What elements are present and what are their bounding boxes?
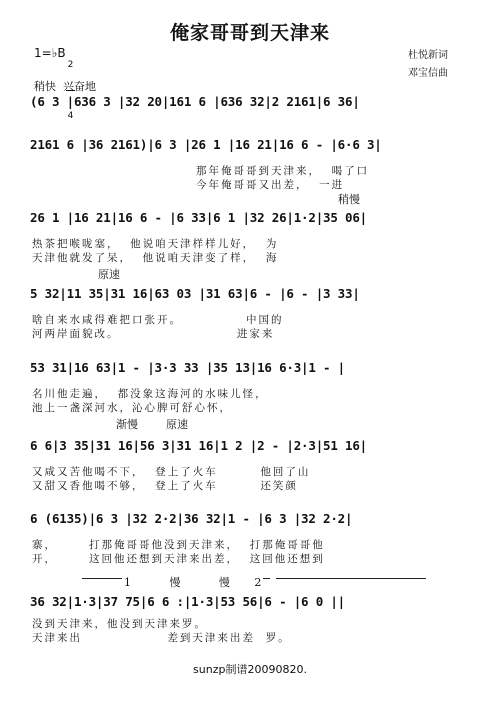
lyricist: 杜悦新词	[408, 50, 448, 61]
meter-top: 2	[67, 60, 74, 70]
lyric-line-5-verse-1: 名川他走遍， 都没象这海河的水味儿怪，	[32, 388, 268, 400]
expression-mark-4: 原速	[98, 268, 120, 281]
lyric-line-5-verse-2: 池上一盏深河水，沁心脾可舒心怀，	[32, 402, 232, 414]
lyric-line-3-verse-1: 热茶把喉咙塞， 他说咱天津样样儿好， 为	[32, 238, 279, 250]
page-title: 俺家哥哥到天津来	[169, 22, 330, 44]
composer: 邓宝信曲	[408, 68, 448, 79]
notation-line-2: 2161 6 |36 2161)|6 3 |26 1 |16 21|16 6 - |6·6 3|	[30, 137, 382, 152]
lyric-line-4-verse-1: 啥自来水咸得难把口张开。 中国的	[32, 314, 284, 326]
notation-line-3: 26 1 |16 21|16 6 - |6 33|6 1 |32 26|1·2|35 06|	[30, 210, 367, 225]
lyric-line-2-verse-2: 今年俺哥哥又出差， 一进	[196, 179, 345, 191]
notation-line-4: 5 32|11 35|31 16|63 03 |31 63|6 - |6 - |3 33|	[30, 286, 360, 301]
lyric-line-8-verse-1: 没到天津来，他没到天津来罗。	[32, 618, 207, 630]
expression-mark-6: 渐慢 原速	[116, 418, 188, 431]
lyric-line-3-verse-2: 天津他就发了呆， 他说咱天津变了样， 海	[32, 252, 279, 264]
lyric-line-8-verse-2: 天津来出 差到天津来出差 罗。	[32, 632, 291, 644]
notation-line-7: 6 (6135)|6 3 |32 2·2|36 32|1 - |6 3 |32 2·2|	[30, 511, 353, 526]
key-signature: 1=♭B	[34, 46, 66, 60]
lyric-line-7-verse-1: 寨， 打那俺哥哥他没到天津来， 打那俺哥哥他	[32, 539, 325, 551]
notation-line-1: (6 3 |636 3 |32 20|161 6 |636 32|2 2161|6 36|	[30, 94, 360, 109]
lyric-line-2-verse-1: 那年俺哥哥到天津来， 喝了口	[196, 165, 370, 177]
lyric-line-7-verse-2: 开， 这回他还想到天津来出差， 这回他还想到	[32, 553, 325, 565]
notation-line-8: 36 32|1·3|37 75|6 6 :|1·3|53 56|6 - |6 0 ||	[30, 594, 346, 609]
lyric-line-6-verse-1: 又咸又苦他喝不下， 登上了火车 他回了山	[32, 466, 311, 478]
lyric-line-6-verse-2: 又甜又香他喝不够， 登上了火车 还笑颜	[32, 480, 298, 492]
transcriber-credit: sunzp制谱20090820.	[193, 663, 307, 676]
lyric-line-4-verse-2: 河两岸面貌改。 进家来	[32, 328, 275, 340]
expression-mark-3: 稍慢	[338, 193, 360, 206]
tempo-marking: 稍快 兴奋地	[34, 80, 96, 93]
notation-line-5: 53 31|16 63|1 - |3·3 33 |35 13|16 6·3|1 - |	[30, 360, 346, 375]
volta-bracket-2	[276, 578, 426, 579]
notation-line-6: 6 6|3 35|31 16|56 3|31 16|1 2 |2 - |2·3|51 16|	[30, 438, 367, 453]
meter-bottom: 4	[67, 111, 74, 121]
volta-and-tempo-marks: 1 慢 慢 2	[124, 576, 262, 589]
